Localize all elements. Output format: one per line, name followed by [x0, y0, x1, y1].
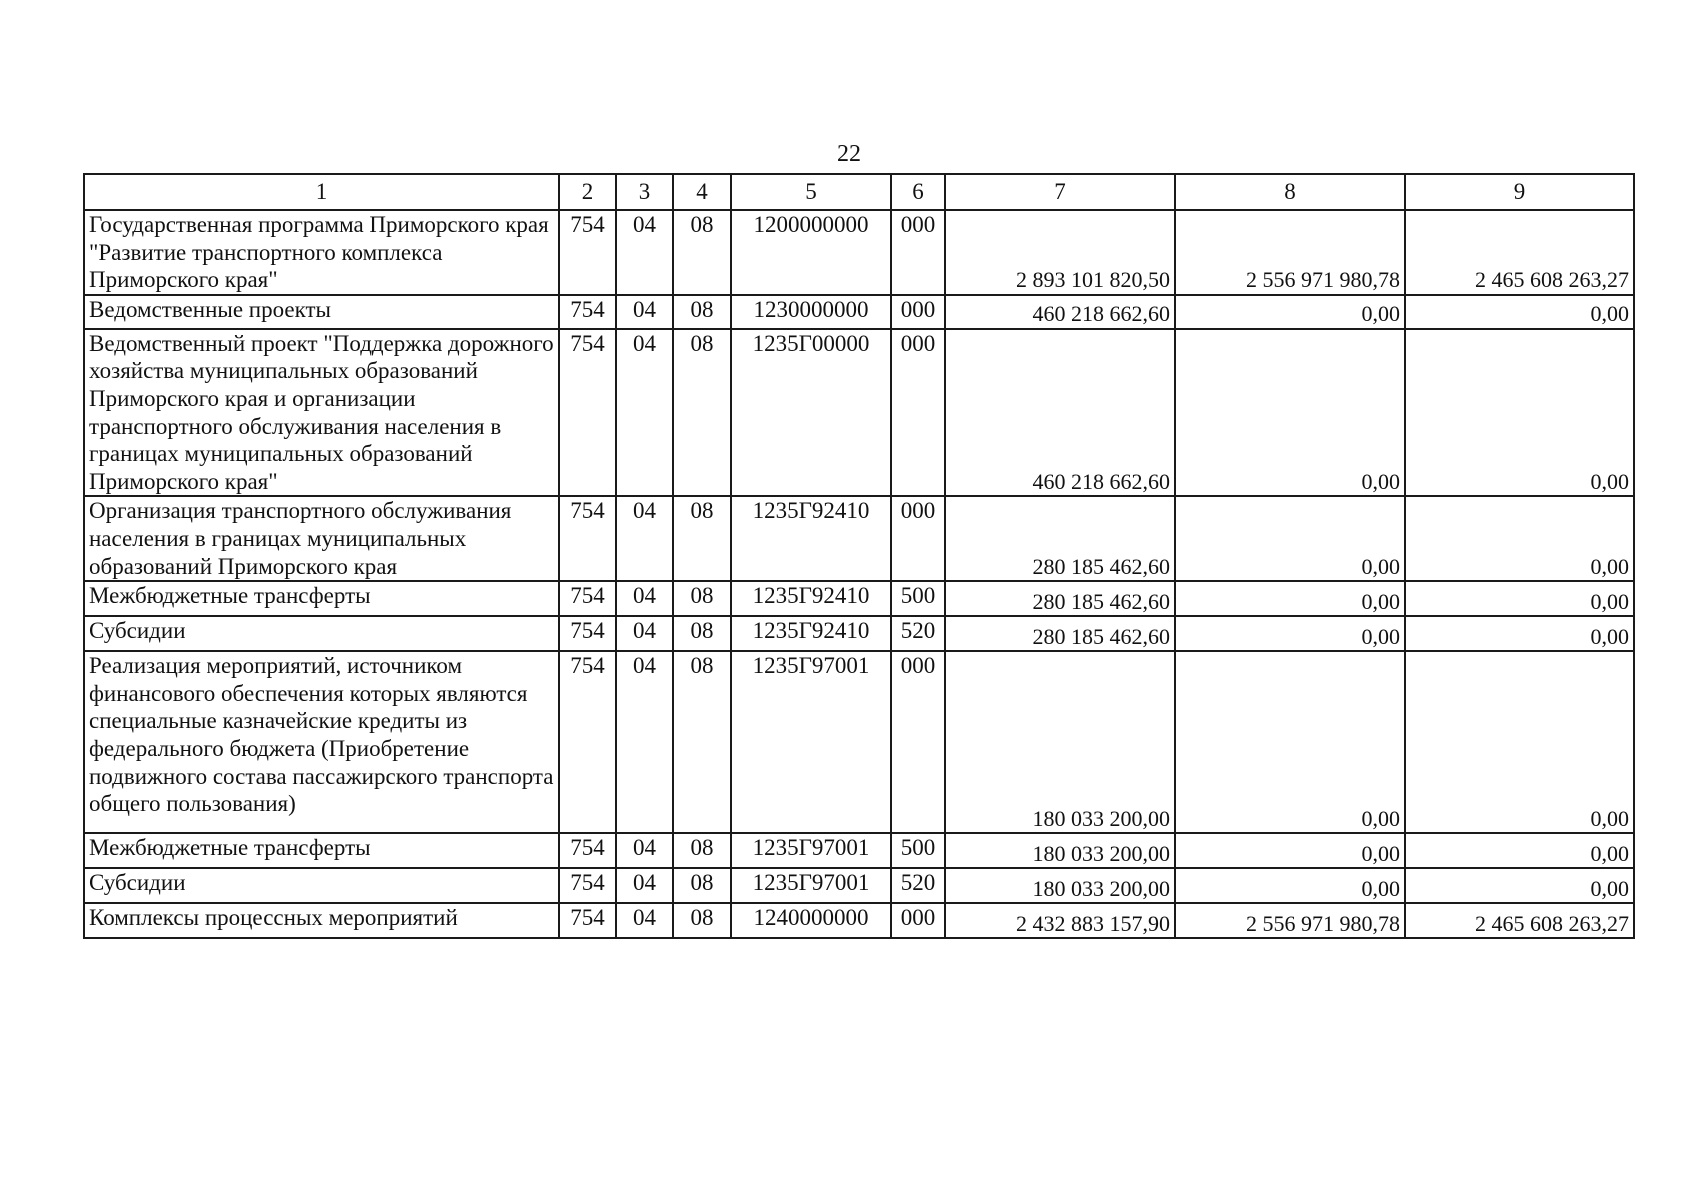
- amount-value: 180 033 200,00: [1032, 805, 1170, 831]
- table-body: [84, 174, 1634, 938]
- header-cell: 5: [731, 174, 891, 210]
- amount-value: 0,00: [1361, 301, 1400, 327]
- table-row: [84, 496, 1634, 581]
- row-code-5-cell: 1200000000: [731, 210, 891, 295]
- amount-value: 0,00: [1590, 301, 1629, 327]
- amount-value: 0,00: [1361, 468, 1400, 494]
- row-amount-7-cell: [945, 833, 1175, 868]
- row-code-6-cell: 500: [891, 833, 945, 868]
- row-name-cell: Субсидии: [84, 616, 559, 651]
- row-code-6-cell: 520: [891, 868, 945, 903]
- amount-value: 2 556 971 980,78: [1246, 910, 1400, 936]
- row-amount-7-cell: [945, 868, 1175, 903]
- row-name-cell: Межбюджетные трансферты: [84, 581, 559, 616]
- amount-value: 0,00: [1590, 805, 1629, 831]
- row-code-4-cell: 08: [673, 616, 731, 651]
- row-code-5-cell: 1235Г92410: [731, 496, 891, 581]
- amount-value: 2 893 101 820,50: [1016, 267, 1170, 293]
- amount-value: 0,00: [1361, 588, 1400, 614]
- row-code-3-cell: 04: [616, 581, 673, 616]
- row-amount-8-cell: [1175, 581, 1405, 616]
- row-name-cell: Межбюджетные трансферты: [84, 833, 559, 868]
- amount-value: 0,00: [1361, 875, 1400, 901]
- row-amount-9-cell: [1405, 651, 1634, 833]
- row-code-2-cell: 754: [559, 833, 616, 868]
- row-amount-7-cell: [945, 616, 1175, 651]
- header-cell: 8: [1175, 174, 1405, 210]
- amount-value: 280 185 462,60: [1032, 553, 1170, 579]
- row-code-5-cell: 1235Г92410: [731, 616, 891, 651]
- row-name-cell: Государственная программа Приморского края "Развитие транспортного комплекса Приморского края": [84, 210, 559, 295]
- amount-value: 0,00: [1590, 468, 1629, 494]
- row-amount-8-cell: [1175, 651, 1405, 833]
- row-name-cell: Ведомственный проект "Поддержка дорожного хозяйства муниципальных образований Приморского края и организации транспортного обслуживания населения в границах муниципальных образований Приморского края": [84, 329, 559, 497]
- amount-value: 2 465 608 263,27: [1475, 267, 1629, 293]
- row-code-5-cell: 1235Г00000: [731, 329, 891, 497]
- row-code-6-cell: 000: [891, 651, 945, 833]
- page-number: 22: [837, 141, 861, 167]
- header-cell: 2: [559, 174, 616, 210]
- header-cell: 6: [891, 174, 945, 210]
- row-amount-7-cell: [945, 651, 1175, 833]
- header-cell: 7: [945, 174, 1175, 210]
- table-row: [84, 616, 1634, 651]
- row-code-2-cell: 754: [559, 295, 616, 329]
- row-code-4-cell: 08: [673, 868, 731, 903]
- table-row: [84, 833, 1634, 868]
- row-amount-7-cell: [945, 496, 1175, 581]
- row-code-5-cell: 1230000000: [731, 295, 891, 329]
- row-amount-7-cell: [945, 295, 1175, 329]
- row-amount-9-cell: [1405, 295, 1634, 329]
- header-cell: 3: [616, 174, 673, 210]
- row-code-3-cell: 04: [616, 903, 673, 938]
- amount-value: 460 218 662,60: [1032, 468, 1170, 494]
- row-amount-7-cell: [945, 210, 1175, 295]
- header-cell: 4: [673, 174, 731, 210]
- header-row: [84, 174, 1634, 210]
- row-code-2-cell: 754: [559, 581, 616, 616]
- row-code-2-cell: 754: [559, 903, 616, 938]
- row-amount-9-cell: [1405, 329, 1634, 497]
- amount-value: 2 465 608 263,27: [1475, 910, 1629, 936]
- row-code-5-cell: 1240000000: [731, 903, 891, 938]
- row-code-4-cell: 08: [673, 833, 731, 868]
- row-name-cell: Ведомственные проекты: [84, 295, 559, 329]
- row-name-cell: Комплексы процессных мероприятий: [84, 903, 559, 938]
- row-code-2-cell: 754: [559, 496, 616, 581]
- row-name-cell: Организация транспортного обслуживания населения в границах муниципальных образований Приморского края: [84, 496, 559, 581]
- row-amount-9-cell: [1405, 210, 1634, 295]
- row-code-6-cell: 000: [891, 903, 945, 938]
- row-amount-9-cell: [1405, 833, 1634, 868]
- row-code-6-cell: 520: [891, 616, 945, 651]
- row-code-4-cell: 08: [673, 295, 731, 329]
- amount-value: 280 185 462,60: [1032, 588, 1170, 614]
- table-row: [84, 651, 1634, 833]
- row-amount-8-cell: [1175, 295, 1405, 329]
- row-code-3-cell: 04: [616, 833, 673, 868]
- row-code-5-cell: 1235Г97001: [731, 868, 891, 903]
- row-amount-9-cell: [1405, 903, 1634, 938]
- row-amount-8-cell: [1175, 210, 1405, 295]
- amount-value: 460 218 662,60: [1032, 301, 1170, 327]
- row-code-3-cell: 04: [616, 329, 673, 497]
- row-code-5-cell: 1235Г92410: [731, 581, 891, 616]
- row-amount-9-cell: [1405, 496, 1634, 581]
- row-amount-8-cell: [1175, 616, 1405, 651]
- amount-value: 0,00: [1361, 840, 1400, 866]
- amount-value: 0,00: [1590, 553, 1629, 579]
- table-row: [84, 329, 1634, 497]
- header-cell: 9: [1405, 174, 1634, 210]
- row-code-4-cell: 08: [673, 210, 731, 295]
- table-row: [84, 903, 1634, 938]
- row-code-6-cell: 000: [891, 210, 945, 295]
- row-code-6-cell: 000: [891, 295, 945, 329]
- row-amount-8-cell: [1175, 903, 1405, 938]
- amount-value: 0,00: [1590, 875, 1629, 901]
- row-code-4-cell: 08: [673, 903, 731, 938]
- row-amount-8-cell: [1175, 496, 1405, 581]
- row-code-4-cell: 08: [673, 651, 731, 833]
- row-code-2-cell: 754: [559, 616, 616, 651]
- row-code-2-cell: 754: [559, 651, 616, 833]
- row-code-4-cell: 08: [673, 581, 731, 616]
- row-amount-7-cell: [945, 329, 1175, 497]
- amount-value: 180 033 200,00: [1032, 840, 1170, 866]
- row-code-4-cell: 08: [673, 329, 731, 497]
- table-row: [84, 581, 1634, 616]
- row-code-5-cell: 1235Г97001: [731, 833, 891, 868]
- row-amount-9-cell: [1405, 616, 1634, 651]
- row-code-3-cell: 04: [616, 295, 673, 329]
- row-amount-7-cell: [945, 581, 1175, 616]
- amount-value: 2 432 883 157,90: [1016, 910, 1170, 936]
- amount-value: 0,00: [1590, 588, 1629, 614]
- table-row: [84, 210, 1634, 295]
- row-code-5-cell: 1235Г97001: [731, 651, 891, 833]
- header-cell: 1: [84, 174, 559, 210]
- table-row: [84, 868, 1634, 903]
- row-code-3-cell: 04: [616, 868, 673, 903]
- amount-value: 0,00: [1361, 553, 1400, 579]
- amount-value: 0,00: [1590, 623, 1629, 649]
- row-code-6-cell: 000: [891, 329, 945, 497]
- row-amount-8-cell: [1175, 868, 1405, 903]
- row-code-3-cell: 04: [616, 210, 673, 295]
- row-name-cell: Субсидии: [84, 868, 559, 903]
- row-amount-9-cell: [1405, 868, 1634, 903]
- row-code-3-cell: 04: [616, 616, 673, 651]
- table-row: [84, 295, 1634, 329]
- row-code-4-cell: 08: [673, 496, 731, 581]
- row-code-2-cell: 754: [559, 210, 616, 295]
- amount-value: 0,00: [1361, 805, 1400, 831]
- row-code-6-cell: 500: [891, 581, 945, 616]
- budget-table: [83, 173, 1635, 939]
- row-amount-7-cell: [945, 903, 1175, 938]
- row-name-cell: Реализация мероприятий, источником финансового обеспечения которых являются специальные казначейские кредиты из федерального бюджета (Приобретение подвижного состава пассажирского транспорта общего пользования): [84, 651, 559, 833]
- row-amount-8-cell: [1175, 833, 1405, 868]
- amount-value: 280 185 462,60: [1032, 623, 1170, 649]
- amount-value: 180 033 200,00: [1032, 875, 1170, 901]
- row-code-2-cell: 754: [559, 868, 616, 903]
- row-amount-8-cell: [1175, 329, 1405, 497]
- row-code-3-cell: 04: [616, 496, 673, 581]
- row-amount-9-cell: [1405, 581, 1634, 616]
- row-code-6-cell: 000: [891, 496, 945, 581]
- row-code-2-cell: 754: [559, 329, 616, 497]
- amount-value: 0,00: [1590, 840, 1629, 866]
- row-code-3-cell: 04: [616, 651, 673, 833]
- amount-value: 0,00: [1361, 623, 1400, 649]
- amount-value: 2 556 971 980,78: [1246, 267, 1400, 293]
